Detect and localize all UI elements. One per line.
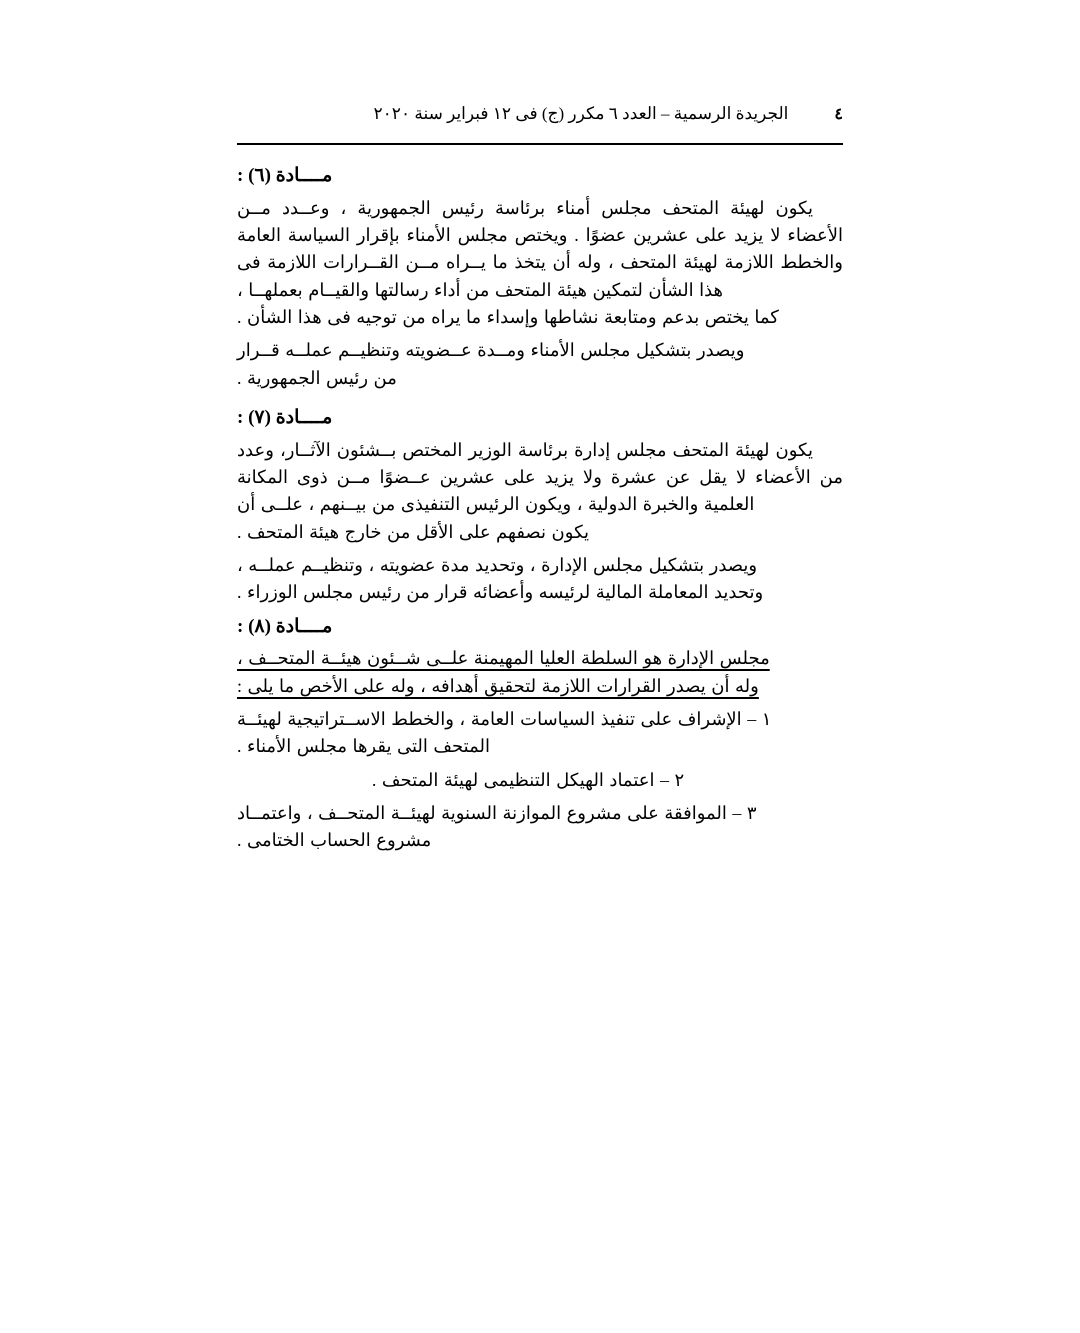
article-6-paragraph-2-tail: من رئيس الجمهورية .	[237, 367, 397, 388]
list-item-3-marker: ٣ –	[732, 802, 757, 823]
article-6-paragraph-2-body: ويصدر بتشكيل مجلس الأمناء ومــدة عــضويته وتنظيــم عملــه قــرار	[237, 340, 745, 361]
list-item	[237, 767, 843, 794]
article-6-paragraph-2	[237, 337, 843, 392]
article-6-paragraph-1-body: يكون لهيئة المتحف مجلس أمناء برئاسة رئيس الجمهورية ، وعــدد مــن الأعضاء لا يزيد على عشرين عضوًا . ويختص مجلس الأمناء بإقرار السياسة العامة والخطط اللازمة لهيئة المتحف ، وله أن يتخذ ما يــراه مــن القــرارات اللازمة فى هذا الشأن لتمكين هيئة المتحف من أداء رسالتها والقيــام بعملهــا ،	[237, 197, 843, 300]
article-7-paragraph-1-tail: يكون نصفهم على الأقل من خارج هيئة المتحف .	[237, 521, 590, 542]
list-item	[237, 706, 843, 761]
list-item-1-marker: ١ –	[747, 708, 772, 729]
spacer	[237, 392, 843, 404]
article-7-paragraph-1	[237, 437, 843, 546]
article-7-paragraph-2-body: ويصدر بتشكيل مجلس الإدارة ، وتحديد مدة عضويته ، وتنظيــم عملــه ،	[237, 554, 758, 575]
gazette-header-title: الجريدة الرسمية – العدد ٦ مكرر (ج) فى ١٢ فبراير سنة ٢٠٢٠	[373, 104, 789, 123]
article-8-heading: مــــادة (٨) :	[237, 615, 333, 637]
article-8-lead-in-line-2: وله أن يصدر القرارات اللازمة لتحقيق أهدافه ، وله على الأخص ما يلى :	[237, 675, 759, 696]
header-divider-rule	[237, 143, 843, 145]
list-item-2-marker: ٢ –	[660, 769, 685, 790]
article-6-paragraph-1-tail: كما يختص بدعم ومتابعة نشاطها وإسداء ما يراه من توجيه فى هذا الشأن .	[237, 306, 779, 327]
list-item-3-body: الموافقة على مشروع الموازنة السنوية لهيئــة المتحــف ، واعتمــاد	[237, 802, 727, 823]
page-number: ٤	[834, 106, 843, 123]
article-8-lead-in-line-1: مجلس الإدارة هو السلطة العليا المهيمنة علــى شــئون هيئــة المتحــف ،	[237, 648, 770, 669]
page-header	[237, 104, 843, 124]
list-item-3-tail: مشروع الحساب الختامى .	[237, 830, 432, 851]
article-8-lead-in	[237, 645, 843, 700]
article-7-paragraph-2-tail: وتحديد المعاملة المالية لرئيسه وأعضائه قرار من رئيس مجلس الوزراء .	[237, 582, 764, 603]
article-7	[237, 404, 843, 607]
document-body	[237, 162, 843, 855]
article-6-paragraph-1	[237, 195, 843, 332]
list-item-1-body: الإشراف على تنفيذ السياسات العامة ، والخطط الاســتراتيجية لهيئــة	[237, 708, 742, 729]
list-item-1-tail: المتحف التى يقرها مجلس الأمناء .	[237, 736, 490, 757]
article-7-paragraph-2	[237, 552, 843, 607]
article-6-heading: مــــادة (٦) :	[237, 165, 333, 186]
article-7-paragraph-1-body: يكون لهيئة المتحف مجلس إدارة برئاسة الوزير المختص بــشئون الآثــار، وعدد من الأعضاء لا يقل عن عشرة ولا يزيد على عشرين عــضوًا مــن ذوى المكانة العلمية والخبرة الدولية ، ويكون الرئيس التنفيذى من بيــنهم ، علــى أن	[237, 439, 843, 515]
list-item-2-body: اعتماد الهيكل التنظيمى لهيئة المتحف .	[371, 769, 655, 790]
article-8	[237, 613, 843, 855]
article-6	[237, 162, 843, 392]
list-item	[237, 800, 843, 855]
article-7-heading: مــــادة (٧) :	[237, 407, 333, 429]
